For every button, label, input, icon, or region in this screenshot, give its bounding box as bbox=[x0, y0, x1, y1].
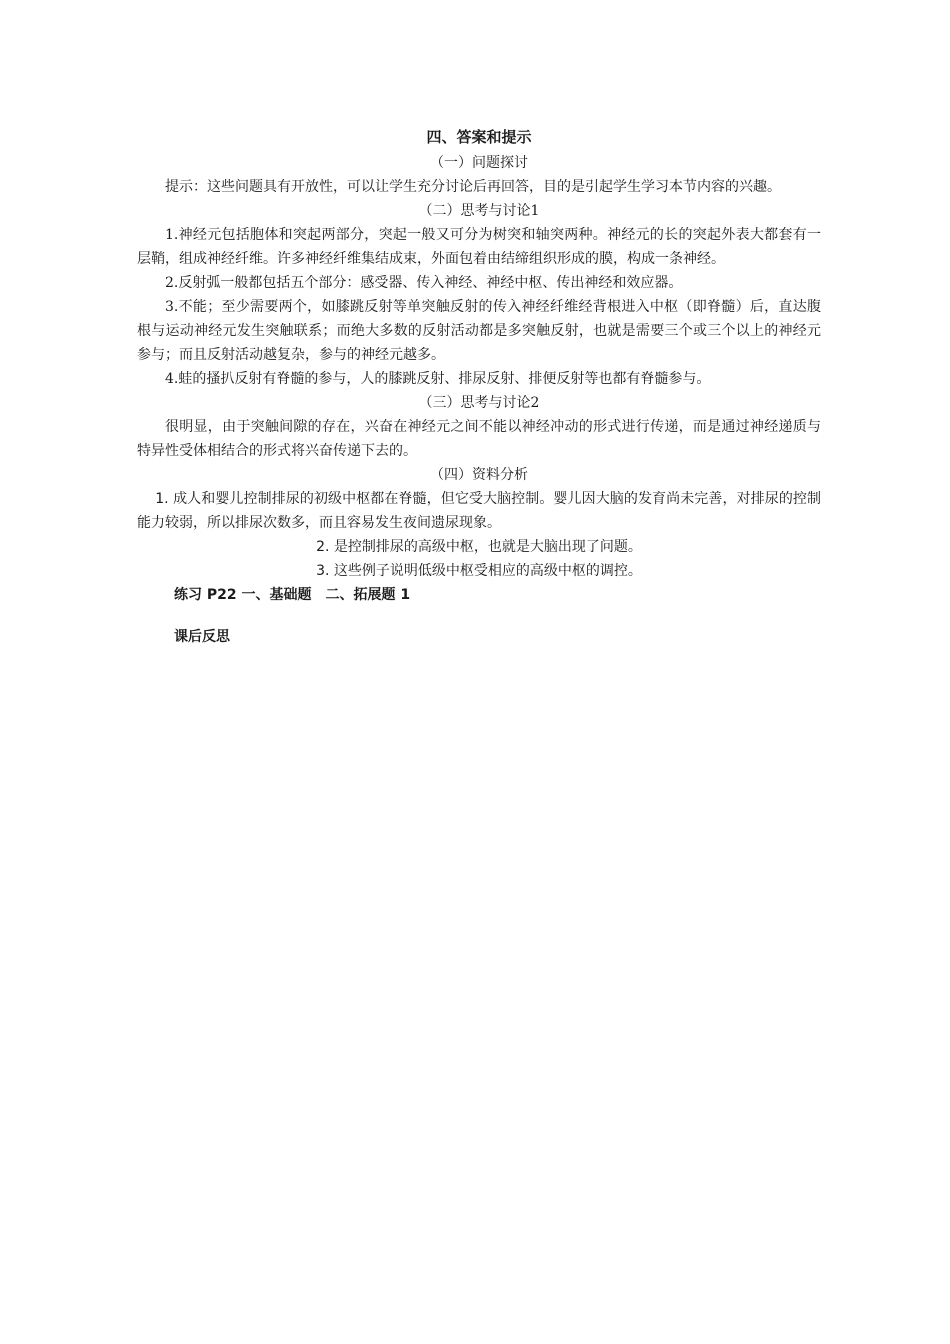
answer-item-4: 4.蛙的搔扒反射有脊髓的参与，人的膝跳反射、排尿反射、排便反射等也都有脊髓参与。 bbox=[165, 371, 711, 387]
answer-item-1: 1.神经元包括胞体和突起两部分，突起一般又可分为树突和轴突两种。神经元的长的突起外表大都套有一层鞘，组成神经纤维。许多神经纤维集结成束，外面包着由结缔组织形成的膜，构成一条神经。 bbox=[137, 227, 821, 267]
subsection-title-4: （四）资料分析 bbox=[430, 467, 528, 483]
subsection-title-1: （一）问题探讨 bbox=[430, 155, 528, 171]
answer-item-3: 3.不能；至少需要两个，如膝跳反射等单突触反射的传入神经纤维经背根进入中枢（即脊髓）后，直达腹根与运动神经元发生突触联系；而绝大多数的反射活动都是多突触反射，也就是需要三个或三个以上的神经元参与；而且反射活动越复杂，参与的神经元越多。 bbox=[137, 299, 821, 363]
document-content bbox=[137, 126, 821, 649]
paragraph-hint: 提示：这些问题具有开放性，可以让学生充分讨论后再回答，目的是引起学生学习本节内容的兴趣。 bbox=[165, 179, 781, 195]
analysis-item-1: 1. 成人和婴儿控制排尿的初级中枢都在脊髓，但它受大脑控制。婴儿因大脑的发育尚未完善，对排尿的控制能力较弱，所以排尿次数多，而且容易发生夜间遗尿现象。 bbox=[137, 491, 821, 531]
exercise-line: 练习 P22 一、基础题 二、拓展题 1 bbox=[174, 587, 411, 603]
analysis-item-2: 2. 是控制排尿的高级中枢，也就是大脑出现了问题。 bbox=[316, 539, 642, 555]
section-heading: 四、答案和提示 bbox=[426, 128, 532, 146]
subsection-title-3: （三）思考与讨论2 bbox=[418, 395, 540, 411]
analysis-item-3: 3. 这些例子说明低级中枢受相应的高级中枢的调控。 bbox=[316, 563, 642, 579]
answer-item-2: 2.反射弧一般都包括五个部分：感受器、传入神经、神经中枢、传出神经和效应器。 bbox=[165, 275, 683, 291]
paragraph-synapse: 很明显，由于突触间隙的存在，兴奋在神经元之间不能以神经冲动的形式进行传递，而是通过神经递质与特异性受体相结合的形式将兴奋传递下去的。 bbox=[137, 419, 821, 459]
reflection-heading: 课后反思 bbox=[174, 629, 230, 645]
subsection-title-2: （二）思考与讨论1 bbox=[418, 203, 540, 219]
spacer bbox=[137, 607, 821, 625]
